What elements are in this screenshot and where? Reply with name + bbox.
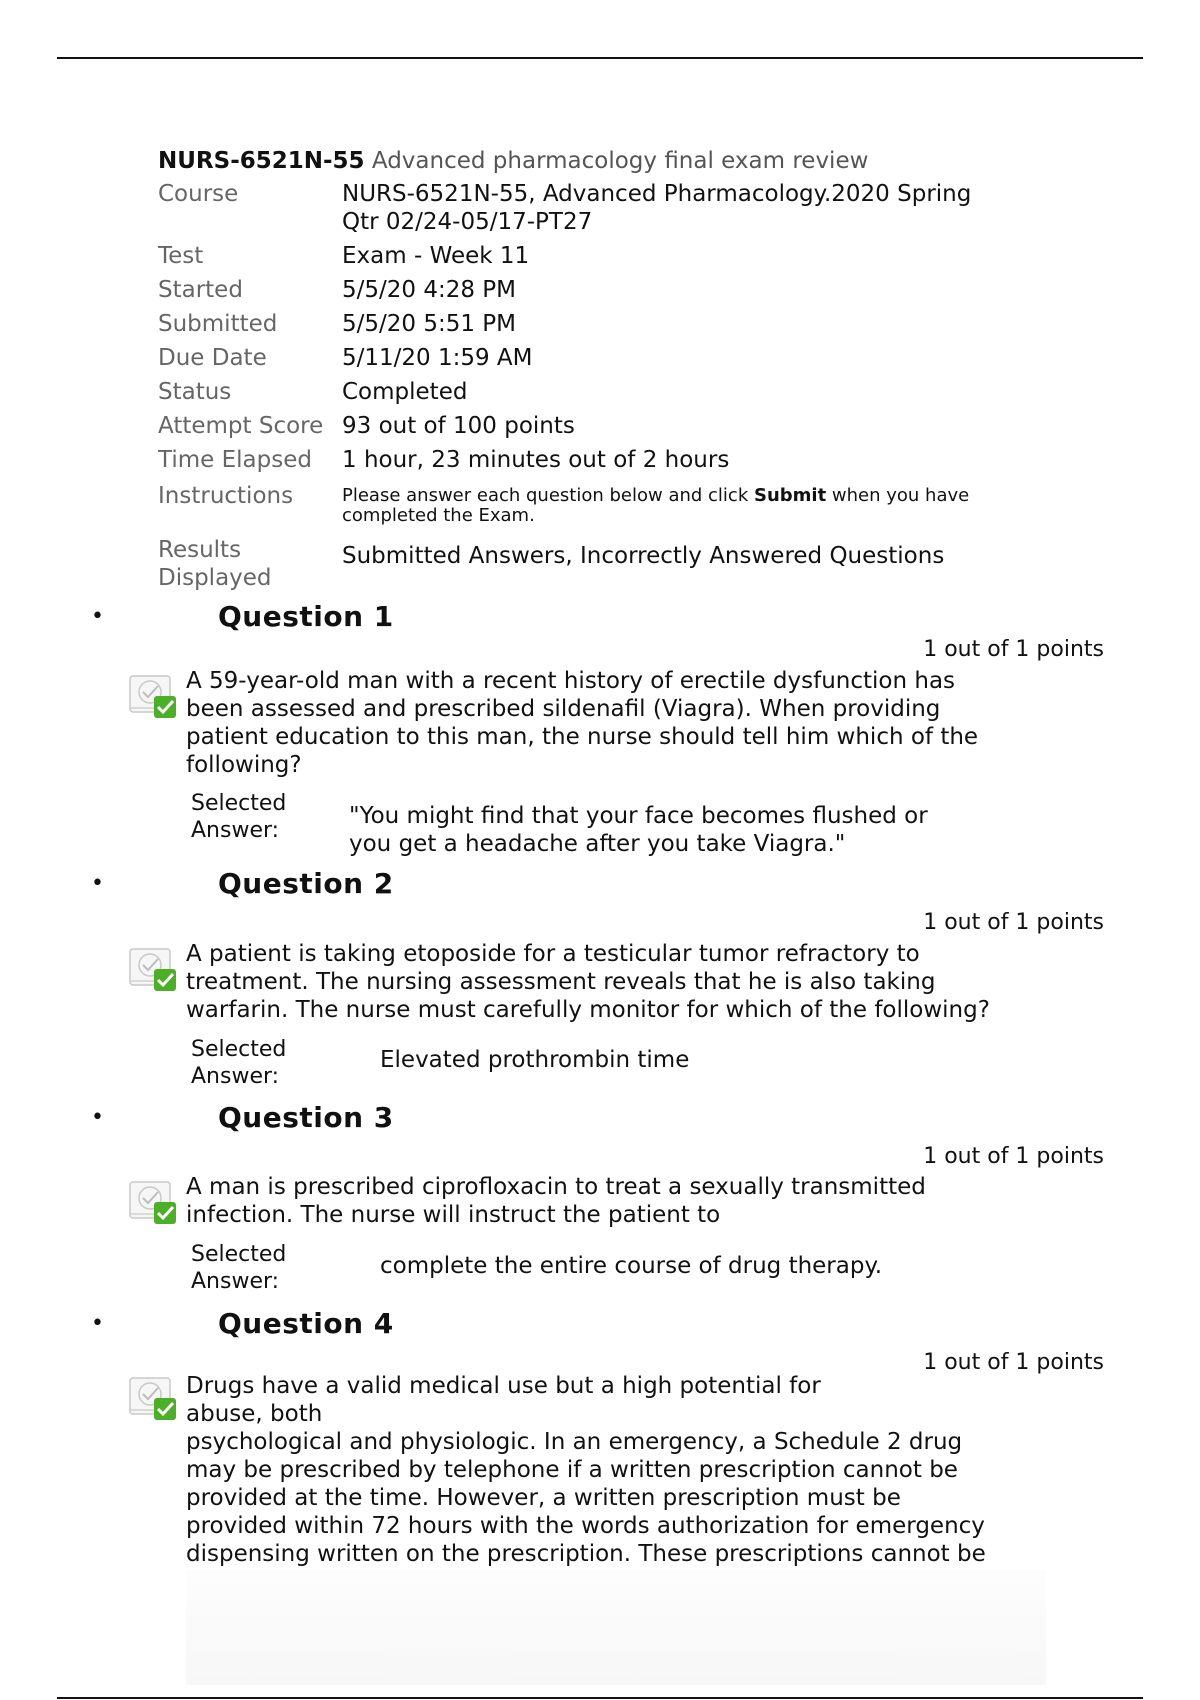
question-text-line: A patient is taking etoposide for a testicular tumor refractory to: [186, 941, 920, 967]
meta-row-test: [158, 242, 1058, 270]
meta-row-course: [158, 180, 1058, 236]
question-text: [186, 1372, 1046, 1568]
question-text-line: patient education to this man, the nurse should tell him which of the: [186, 724, 979, 750]
question-text-line: been assessed and prescribed sildenafil (Viagra). When providing: [186, 696, 941, 722]
question-text-line: psychological and physiologic. In an emergency, a Schedule 2 drug: [186, 1429, 963, 1455]
meta-label: Test: [158, 243, 204, 269]
selected-answer-line: Elevated prothrombin time: [380, 1047, 690, 1073]
page-title: [158, 146, 1058, 176]
meta-value-due-date: 5/11/20 1:59 AM: [342, 345, 533, 371]
question-text: [186, 1173, 1046, 1229]
selected-answer: [380, 1252, 882, 1280]
selected-label-line: Selected: [191, 791, 287, 816]
question-text-line: treatment. The nursing assessment reveals that he is also taking: [186, 969, 936, 995]
selected-answer: [349, 802, 928, 858]
meta-label: Attempt Score: [158, 413, 324, 439]
selected-answer-line: "You might find that your face becomes flushed or: [349, 803, 928, 829]
meta-value-status: Completed: [342, 379, 468, 405]
bullet: •: [91, 871, 104, 896]
selected-label-line: Answer:: [191, 1269, 280, 1294]
meta-value-test: Exam - Week 11: [342, 243, 530, 269]
bullet: •: [91, 604, 104, 629]
bottom-rule: [57, 1697, 1143, 1699]
meta-row-time-elapsed: [158, 446, 1058, 474]
question-points: 1 out of 1 points: [923, 1350, 1104, 1375]
exam-header: [158, 146, 1058, 592]
meta-label: [158, 536, 342, 592]
selected-answer-label: [191, 1036, 286, 1090]
meta-label-line: Displayed: [158, 565, 272, 591]
question-text-line: Drugs have a valid medical use but a high potential for: [186, 1373, 821, 1399]
meta-row-status: [158, 378, 1058, 406]
bullet: •: [91, 1105, 104, 1130]
meta-value-results-displayed: Submitted Answers, Incorrectly Answered Questions: [342, 543, 945, 569]
question-text-line: may be prescribed by telephone if a written prescription cannot be: [186, 1457, 958, 1483]
correct-check-icon: [128, 1370, 180, 1422]
question-heading: Question 1: [218, 600, 394, 633]
question-heading: Question 2: [218, 867, 394, 900]
instructions-text: when you have completed the Exam.: [342, 485, 970, 526]
meta-value-time-elapsed: 1 hour, 23 minutes out of 2 hours: [342, 447, 730, 473]
meta-label: Instructions: [158, 483, 294, 509]
meta-row-started: [158, 276, 1058, 304]
selected-label-line: Answer:: [191, 1064, 280, 1089]
meta-label: Status: [158, 379, 232, 405]
course-value-line: Qtr 02/24-05/17-PT27: [342, 209, 593, 235]
question-text-line: following?: [186, 752, 302, 778]
meta-label: Due Date: [158, 345, 267, 371]
top-rule: [57, 57, 1143, 59]
meta-row-instructions: [158, 482, 1058, 526]
correct-check-icon: [128, 1174, 180, 1226]
correct-check-icon: [128, 668, 180, 720]
question-text-line: provided at the time. However, a written prescription must be: [186, 1485, 901, 1511]
question-text: [186, 667, 1046, 779]
meta-value-course: [342, 180, 1058, 236]
meta-label: Submitted: [158, 311, 278, 337]
question-text-line: A 59-year-old man with a recent history of erectile dysfunction has: [186, 668, 956, 694]
question-text-line: infection. The nurse will instruct the patient to: [186, 1202, 721, 1228]
question-points: 1 out of 1 points: [923, 910, 1104, 935]
exam-title: Advanced pharmacology final exam review: [371, 148, 869, 174]
faded-page-area: [186, 1570, 1046, 1685]
meta-row-due-date: [158, 344, 1058, 372]
question-points: 1 out of 1 points: [923, 637, 1104, 662]
question-heading: Question 4: [218, 1307, 394, 1340]
question-text-line: abuse, both: [186, 1401, 323, 1427]
selected-label-line: Selected: [191, 1242, 287, 1267]
meta-value-attempt-score: 93 out of 100 points: [342, 413, 575, 439]
selected-answer-line: complete the entire course of drug therapy.: [380, 1253, 883, 1279]
meta-value-submitted: 5/5/20 5:51 PM: [342, 311, 517, 337]
instructions-text: Please answer each question below and click: [342, 485, 754, 506]
selected-answer: [380, 1046, 689, 1074]
meta-row-results-displayed: [158, 536, 1058, 592]
question-text-line: warfarin. The nurse must carefully monitor for which of the following?: [186, 997, 990, 1023]
question-text: [186, 940, 1046, 1024]
meta-row-attempt-score: [158, 412, 1058, 440]
meta-row-submitted: [158, 310, 1058, 338]
meta-label: Started: [158, 277, 243, 303]
question-text-line: dispensing written on the prescription. These prescriptions cannot be: [186, 1541, 986, 1567]
meta-label-line: Results: [158, 537, 242, 563]
course-value-line: NURS-6521N-55, Advanced Pharmacology.2020 Spring: [342, 181, 972, 207]
question-text-line: A man is prescribed ciprofloxacin to treat a sexually transmitted: [186, 1174, 926, 1200]
selected-label-line: Answer:: [191, 818, 280, 843]
course-code: NURS-6521N-55: [158, 148, 365, 174]
bullet: •: [91, 1311, 104, 1336]
meta-value-instructions: [342, 482, 1058, 526]
meta-label: Time Elapsed: [158, 447, 312, 473]
question-text-line: provided within 72 hours with the words authorization for emergency: [186, 1513, 985, 1539]
meta-label: Course: [158, 181, 239, 207]
question-heading: Question 3: [218, 1101, 394, 1134]
selected-answer-label: [191, 790, 286, 844]
question-points: 1 out of 1 points: [923, 1144, 1104, 1169]
instructions-submit-word: Submit: [753, 485, 827, 506]
selected-answer-line: you get a headache after you take Viagra.": [349, 831, 846, 857]
selected-answer-label: [191, 1241, 286, 1295]
correct-check-icon: [128, 941, 180, 993]
selected-label-line: Selected: [191, 1037, 287, 1062]
meta-value-started: 5/5/20 4:28 PM: [342, 277, 517, 303]
